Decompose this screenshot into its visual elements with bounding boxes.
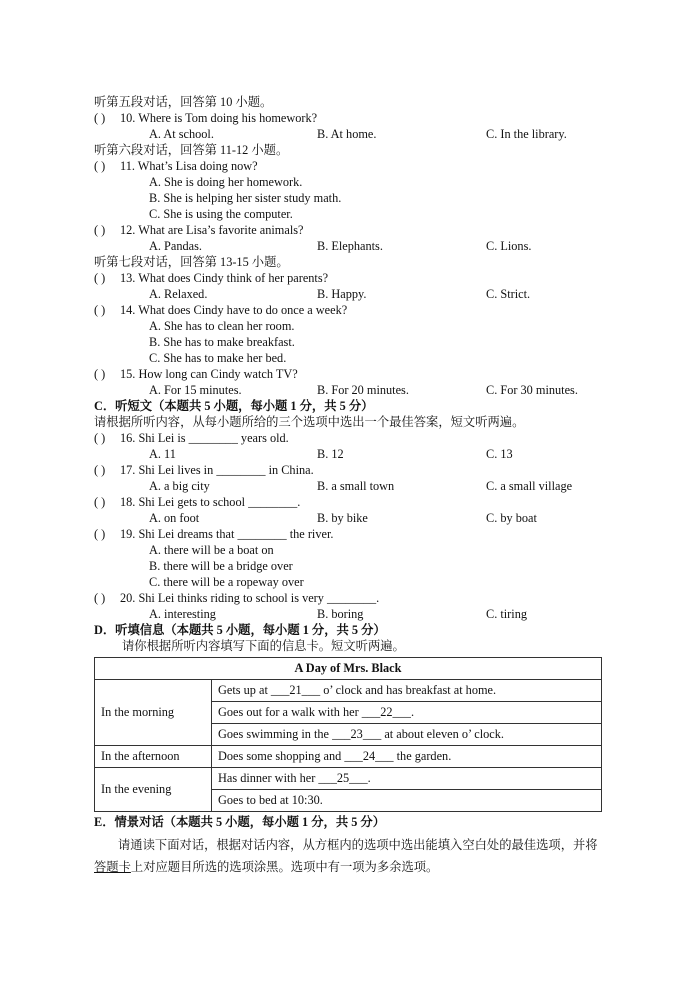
answer-blank[interactable]: ( ) — [94, 159, 106, 173]
answer-blank[interactable]: ( ) — [94, 367, 106, 381]
cell-blank-22: Goes out for a walk with her ___22___. — [212, 702, 602, 724]
option-a: A. She is doing her homework. — [149, 175, 303, 189]
question-text: 20. Shi Lei thinks riding to school is very ________. — [120, 591, 380, 605]
question-14 — [94, 302, 604, 318]
cell-blank-25: Has dinner with her ___25___. — [212, 768, 602, 790]
option-a: A. Pandas. — [149, 239, 202, 253]
question-text: 18. Shi Lei gets to school ________. — [120, 495, 301, 509]
question-10 — [94, 110, 604, 126]
option-c: C. tiring — [486, 607, 527, 621]
option-a: A. For 15 minutes. — [149, 383, 242, 397]
question-text: 19. Shi Lei dreams that ________ the river. — [120, 527, 334, 541]
answer-blank[interactable]: ( ) — [94, 111, 106, 125]
question-20-options — [94, 606, 604, 622]
question-text: 12. What are Lisa’s favorite animals? — [120, 223, 304, 237]
cell-blank-21: Gets up at ___21___ o’ clock and has breakfast at home. — [212, 680, 602, 702]
option-b: B. Happy. — [317, 287, 367, 301]
option-b: B. She is helping her sister study math. — [149, 191, 342, 205]
option-a: A. She has to clean her room. — [149, 319, 295, 333]
answer-blank[interactable]: ( ) — [94, 463, 106, 477]
question-10-options — [94, 126, 604, 142]
option-a: A. a big city — [149, 479, 210, 493]
answer-sheet-link: 答题卡 — [94, 860, 131, 874]
answer-blank[interactable]: ( ) — [94, 591, 106, 605]
option-c: C. She has to make her bed. — [149, 351, 287, 365]
option-c: C. there will be a ropeway over — [149, 575, 304, 589]
option-a: A. At school. — [149, 127, 214, 141]
question-15-options — [94, 382, 604, 398]
answer-blank[interactable]: ( ) — [94, 431, 106, 445]
question-16-options — [94, 446, 604, 462]
option-b: B. a small town — [317, 479, 395, 493]
option-a: A. 11 — [149, 447, 176, 461]
option-a: A. Relaxed. — [149, 287, 208, 301]
option-b: B. 12 — [317, 447, 344, 461]
answer-blank[interactable]: ( ) — [94, 495, 106, 509]
question-text: 11. What’s Lisa doing now? — [120, 159, 258, 173]
row-label-evening: In the evening — [95, 768, 212, 812]
option-c: C. In the library. — [486, 127, 567, 141]
option-c: C. 13 — [486, 447, 513, 461]
question-11 — [94, 158, 604, 174]
question-12 — [94, 222, 604, 238]
option-c: C. Lions. — [486, 239, 532, 253]
question-16 — [94, 430, 604, 446]
option-c: C. For 30 minutes. — [486, 383, 578, 397]
question-19 — [94, 526, 604, 542]
question-text: 16. Shi Lei is ________ years old. — [120, 431, 289, 445]
question-text: 10. Where is Tom doing his homework? — [120, 111, 318, 125]
option-b: B. For 20 minutes. — [317, 383, 409, 397]
answer-blank[interactable]: ( ) — [94, 223, 106, 237]
answer-blank[interactable]: ( ) — [94, 271, 106, 285]
question-13 — [94, 270, 604, 286]
question-text: 17. Shi Lei lives in ________ in China. — [120, 463, 314, 477]
question-text: 15. How long can Cindy watch TV? — [120, 367, 298, 381]
option-c: C. Strict. — [486, 287, 531, 301]
row-label-afternoon: In the afternoon — [95, 746, 212, 768]
question-13-options — [94, 286, 604, 302]
part-c-instruction: 请根据所听内容，从每小题所给的三个选项中选出一个最佳答案，短文听两遍。 — [94, 415, 525, 429]
option-b: B. She has to make breakfast. — [149, 335, 295, 349]
row-label-morning: In the morning — [95, 680, 212, 746]
question-20 — [94, 590, 604, 606]
question-15 — [94, 366, 604, 382]
part-e-header: E．情景对话（本题共 5 小题，每小题 1 分，共 5 分） — [94, 815, 386, 829]
exam-page — [94, 94, 604, 878]
option-c: C. a small village — [486, 479, 573, 493]
answer-blank[interactable]: ( ) — [94, 527, 106, 541]
info-card-table — [94, 657, 602, 812]
option-a: A. interesting — [149, 607, 216, 621]
info-card-title: A Day of Mrs. Black — [95, 658, 602, 680]
option-b: B. Elephants. — [317, 239, 383, 253]
part-c-header: C．听短文（本题共 5 小题，每小题 1 分，共 5 分） — [94, 399, 374, 413]
option-b: B. boring — [317, 607, 364, 621]
part-e-instruction — [94, 834, 606, 878]
cell-blank-23: Goes swimming in the ___23___ at about eleven o’ clock. — [212, 724, 602, 746]
answer-blank[interactable]: ( ) — [94, 303, 106, 317]
cell-bedtime: Goes to bed at 10:30. — [212, 790, 602, 812]
section-5-header: 听第五段对话，回答第 10 小题。 — [94, 95, 273, 109]
question-17-options — [94, 478, 604, 494]
question-17 — [94, 462, 604, 478]
instruction-text-a: 请通读下面对话，根据对话内容，从方框内的选项中选出能填入空白处的最佳选项，并将 — [118, 838, 598, 852]
option-b: B. At home. — [317, 127, 377, 141]
option-a: A. on foot — [149, 511, 200, 525]
question-18-options — [94, 510, 604, 526]
option-c: C. by boat — [486, 511, 537, 525]
option-b: B. there will be a bridge over — [149, 559, 293, 573]
question-text: 14. What does Cindy have to do once a week? — [120, 303, 348, 317]
section-6-header: 听第六段对话，回答第 11-12 小题。 — [94, 143, 289, 157]
part-d-header: D．听填信息（本题共 5 小题，每小题 1 分，共 5 分） — [94, 623, 386, 637]
option-b: B. by bike — [317, 511, 368, 525]
part-d-instruction: 请你根据所听内容填写下面的信息卡。短文听两遍。 — [122, 639, 405, 653]
question-text: 13. What does Cindy think of her parents? — [120, 271, 329, 285]
section-7-header: 听第七段对话，回答第 13-15 小题。 — [94, 255, 289, 269]
option-c: C. She is using the computer. — [149, 207, 293, 221]
option-a: A. there will be a boat on — [149, 543, 274, 557]
cell-blank-24: Does some shopping and ___24___ the garden. — [212, 746, 602, 768]
instruction-text-b: 上对应题目所选的选项涂黑。选项中有一项为多余选项。 — [130, 860, 439, 874]
question-12-options — [94, 238, 604, 254]
question-18 — [94, 494, 604, 510]
